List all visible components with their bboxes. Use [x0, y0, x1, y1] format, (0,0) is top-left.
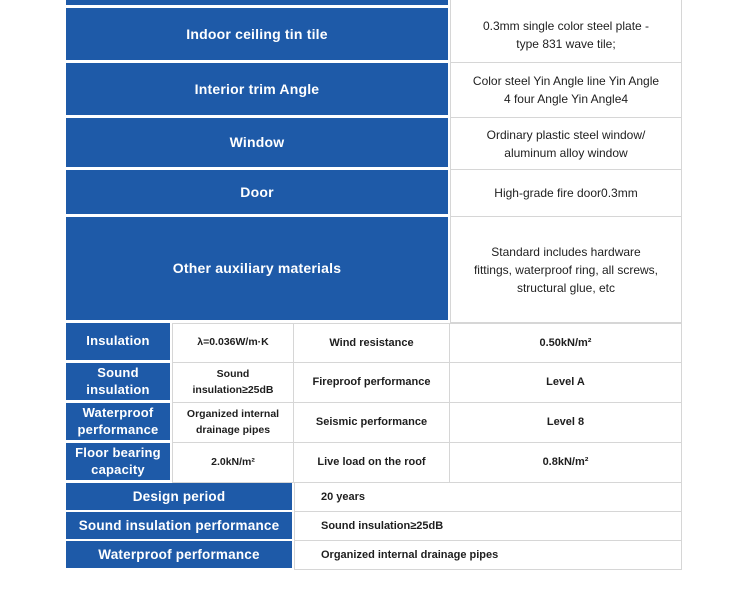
- table-row: [66, 8, 682, 63]
- material-value: Ordinary plastic steel window/ aluminum alloy window: [450, 118, 682, 170]
- table-row: [66, 63, 682, 118]
- performance-label-2: Seismic performance: [294, 403, 450, 443]
- table-row: [66, 483, 682, 512]
- table-row: [66, 217, 682, 323]
- material-label: Other auxiliary materials: [66, 217, 450, 323]
- table-row: [66, 170, 682, 217]
- material-label: Window: [66, 118, 450, 170]
- table-row: [66, 512, 682, 541]
- table-row: [66, 541, 682, 570]
- table-row: [66, 323, 682, 363]
- table-row: [66, 363, 682, 403]
- performance-label-2: Fireproof performance: [294, 363, 450, 403]
- material-label: Door: [66, 170, 450, 217]
- material-label: Indoor ceiling tin tile: [66, 8, 450, 63]
- performance-label-2: Live load on the roof: [294, 443, 450, 483]
- summary-label: Waterproof performance: [66, 541, 294, 570]
- performance-value: 2.0kN/m²: [172, 443, 294, 483]
- performance-label-2: Wind resistance: [294, 323, 450, 363]
- summary-value: 20 years: [294, 483, 682, 512]
- performance-label: Floor bearing capacity: [66, 443, 172, 483]
- performance-label: Sound insulation: [66, 363, 172, 403]
- cutoff-header-cell: [66, 0, 450, 8]
- performance-value-2: 0.8kN/m²: [450, 443, 682, 483]
- table-row: [66, 443, 682, 483]
- performance-value: λ=0.036W/m·K: [172, 323, 294, 363]
- material-value: 0.3mm single color steel plate - type 831 wave tile;: [450, 8, 682, 63]
- material-value: Standard includes hardware fittings, waterproof ring, all screws, structural glue, etc: [450, 217, 682, 323]
- performance-value-2: Level 8: [450, 403, 682, 443]
- performance-value-2: 0.50kN/m²: [450, 323, 682, 363]
- performance-label: Insulation: [66, 323, 172, 363]
- performance-value: Sound insulation≥25dB: [172, 363, 294, 403]
- summary-value: Sound insulation≥25dB: [294, 512, 682, 541]
- table-row: [66, 403, 682, 443]
- table-row-cutoff: [66, 0, 682, 8]
- performance-value: Organized internal drainage pipes: [172, 403, 294, 443]
- specification-table: [66, 0, 682, 570]
- material-value: High-grade fire door0.3mm: [450, 170, 682, 217]
- summary-value: Organized internal drainage pipes: [294, 541, 682, 570]
- material-value: Color steel Yin Angle line Yin Angle 4 four Angle Yin Angle4: [450, 63, 682, 118]
- table-row: [66, 118, 682, 170]
- summary-label: Sound insulation performance: [66, 512, 294, 541]
- performance-value-2: Level A: [450, 363, 682, 403]
- summary-label: Design period: [66, 483, 294, 512]
- material-label: Interior trim Angle: [66, 63, 450, 118]
- performance-label: Waterproof performance: [66, 403, 172, 443]
